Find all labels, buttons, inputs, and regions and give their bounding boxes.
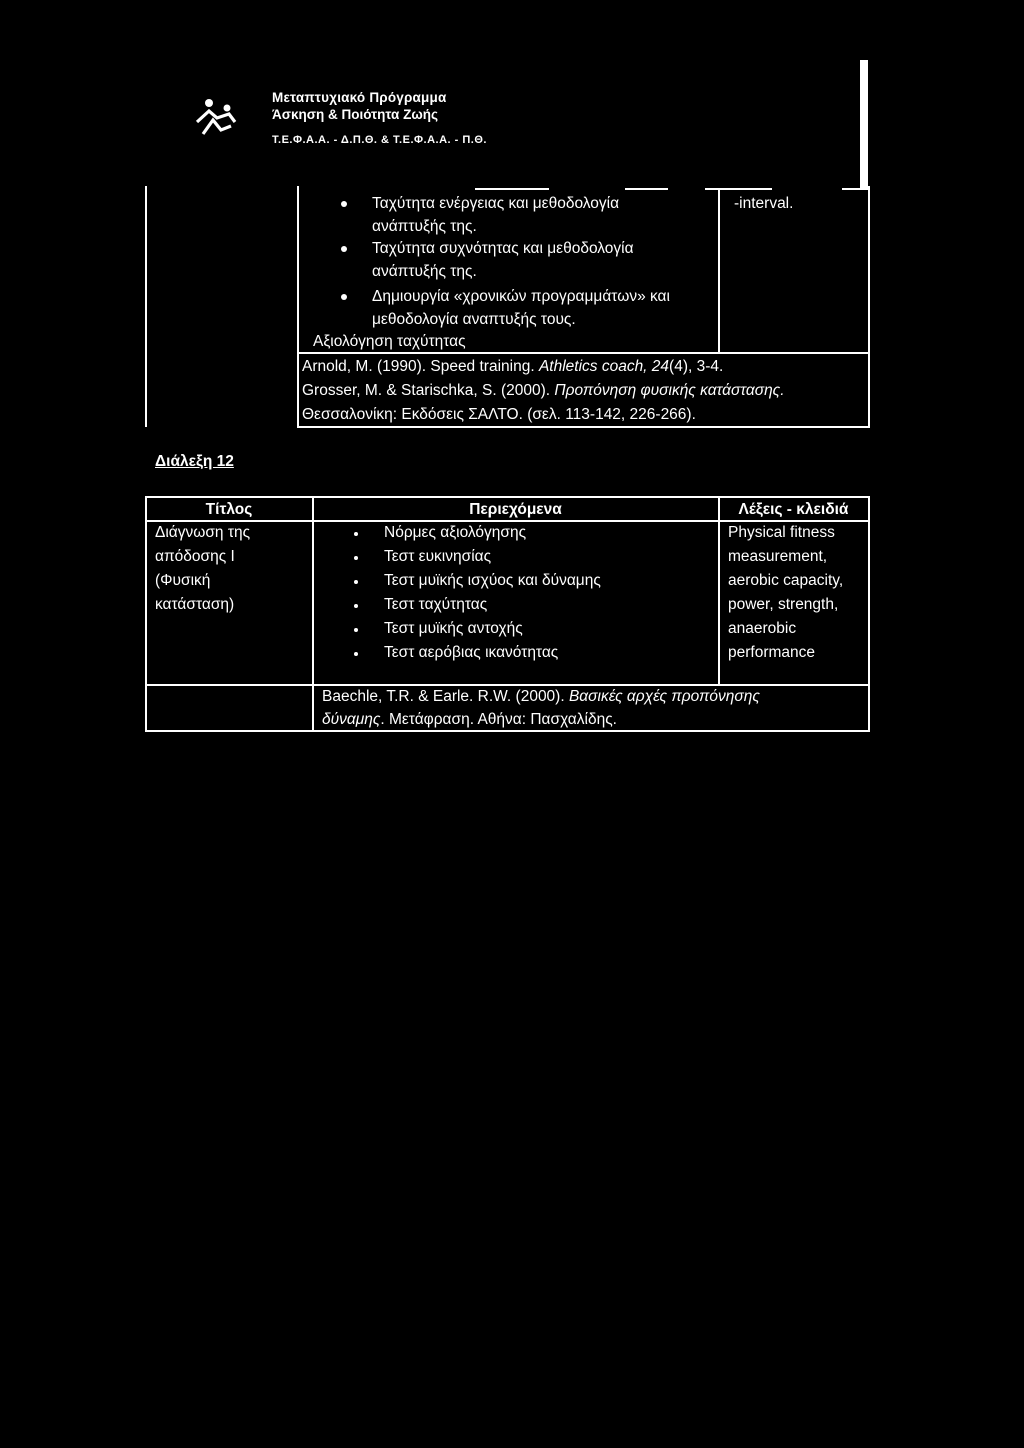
keyword-line: Physical fitness — [728, 524, 835, 541]
table-1-border — [868, 186, 870, 427]
table-1-border — [475, 188, 549, 190]
reference-2-cont: Θεσσαλονίκη: Εκδόσεις ΣΑΛΤΟ. (σελ. 113-142, 226-266). — [302, 406, 696, 423]
institution-logo — [195, 98, 237, 136]
table-1-border — [297, 186, 299, 427]
keyword-line: performance — [728, 644, 816, 661]
keyword-line: anaerobic — [728, 620, 797, 637]
lecture-heading: Διάλεξη 12 — [155, 453, 234, 470]
header-departments: Τ.Ε.Φ.Α.Α. - Δ.Π.Θ. & Τ.Ε.Φ.Α.Α. - Π.Θ. — [272, 134, 487, 146]
content-item: Νόρμες αξιολόγησης — [384, 524, 527, 541]
content-item: Τεστ μυϊκής αντοχής — [384, 620, 523, 637]
bullet-item: ανάπτυξής της. — [372, 218, 477, 235]
bullet-item: Ταχύτητα ενέργειας και μεθοδολογία — [372, 195, 620, 212]
content-item: Τεστ ταχύτητας — [384, 596, 488, 613]
header-keywords: Λέξεις - κλειδιά — [738, 501, 849, 518]
table-2-border — [718, 496, 720, 686]
table-1-border — [297, 426, 870, 428]
bullet — [354, 652, 358, 656]
keyword-line: power, strength, — [728, 596, 839, 613]
bullet — [354, 556, 358, 560]
title-cell: κατάσταση) — [155, 596, 235, 613]
content-item: Τεστ ευκινησίας — [384, 548, 492, 565]
bullet — [354, 604, 358, 608]
bullet — [354, 532, 358, 536]
keyword-line: measurement, — [728, 548, 828, 565]
title-cell: (Φυσική — [155, 572, 211, 589]
keyword-line: aerobic capacity, — [728, 572, 844, 589]
content-item: Τεστ μυϊκής ισχύος και δύναμης — [384, 572, 601, 589]
table-2-border — [145, 496, 147, 732]
bullet-item: Ταχύτητα συχνότητας και μεθοδολογία — [372, 240, 634, 257]
bullet-item: μεθοδολογία αναπτυξής τους. — [372, 311, 576, 328]
reference-line-2: δύναμης. Μετάφραση. Αθήνα: Πασχαλίδης. — [322, 711, 617, 728]
title-cell: Διάγνωση της — [155, 524, 251, 541]
table-1-border — [145, 186, 147, 427]
header-contents: Περιεχόμενα — [469, 501, 562, 518]
evaluation-label: Αξιολόγηση ταχύτητας — [313, 333, 466, 350]
header-subtitle: Άσκηση & Ποιότητα Ζωής — [272, 107, 438, 122]
table-2-border — [312, 496, 314, 732]
table-1-border — [842, 188, 868, 190]
table-2-border — [145, 496, 870, 498]
table-2-border — [868, 496, 870, 732]
content-item: Τεστ αερόβιας ικανότητας — [384, 644, 559, 661]
bullet — [354, 580, 358, 584]
table-1-border — [718, 190, 720, 352]
bullet — [341, 294, 347, 300]
bullet-item: ανάπτυξής της. — [372, 263, 477, 280]
keyword: -interval. — [734, 195, 794, 212]
reference-1: Arnold, M. (1990). Speed training. Athletics coach, 24(4), 3-4. — [302, 358, 724, 375]
header-program: Μεταπτυχιακό Πρόγραμμα — [272, 90, 447, 105]
reference-2: Grosser, M. & Starischka, S. (2000). Προπόνηση φυσικής κατάστασης. — [302, 382, 785, 399]
table-1-border — [705, 188, 772, 190]
table-1-border — [625, 188, 668, 190]
reference-line-1: Baechle, T.R. & Earle. R.W. (2000). Βασικές αρχές προπόνησης — [322, 688, 760, 705]
header-title: Τίτλος — [205, 501, 253, 518]
bullet — [341, 201, 347, 207]
bullet-item: Δημιουργία «χρονικών προγραμμάτων» και — [372, 288, 670, 305]
title-cell: απόδοσης Ι — [155, 548, 235, 565]
header-vertical-bar — [860, 60, 868, 190]
bullet — [341, 246, 347, 252]
bullet — [354, 628, 358, 632]
